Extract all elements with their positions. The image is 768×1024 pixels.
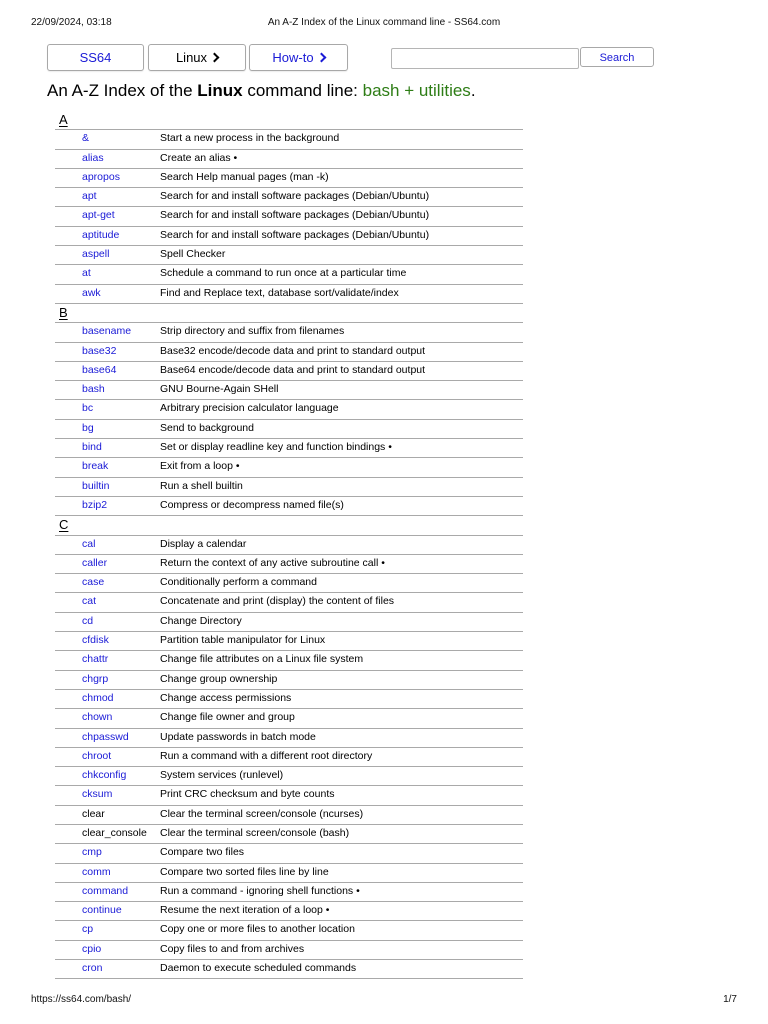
letter-heading-row [55, 304, 523, 323]
command-description: Strip directory and suffix from filenames [160, 325, 345, 338]
command-link[interactable]: chpasswd [82, 730, 129, 743]
command-description: Compare two files [160, 846, 245, 859]
command-row [55, 169, 523, 188]
command-row [55, 536, 523, 555]
print-header [31, 17, 737, 31]
command-link[interactable]: at [82, 267, 91, 280]
command-link[interactable]: chown [82, 711, 113, 724]
command-link[interactable]: break [82, 460, 109, 473]
command-row [55, 613, 523, 632]
command-row [55, 207, 523, 226]
letter-heading-row [55, 516, 523, 535]
command-link[interactable]: apropos [82, 170, 120, 183]
title-middle: command line: [242, 81, 363, 100]
nav-howto-button[interactable] [249, 44, 348, 71]
command-link[interactable]: bg [82, 421, 94, 434]
search-button[interactable]: Search [580, 47, 654, 67]
command-link[interactable]: cpio [82, 942, 102, 955]
command-description: Send to background [160, 421, 254, 434]
command-description: Copy files to and from archives [160, 942, 305, 955]
command-link[interactable]: alias [82, 151, 104, 164]
command-link[interactable]: cfdisk [82, 634, 109, 647]
command-description: Run a shell builtin [160, 479, 243, 492]
command-link[interactable]: chattr [82, 653, 109, 666]
page-title [47, 81, 476, 101]
command-link[interactable]: chkconfig [82, 769, 127, 782]
command-row [55, 420, 523, 439]
command-description: Change file attributes on a Linux file system [160, 653, 364, 666]
command-description: Clear the terminal screen/console (bash) [160, 826, 350, 839]
command-description: Create an alias • [160, 151, 238, 164]
command-description: Run a command - ignoring shell functions • [160, 884, 360, 897]
command-description: Change access permissions [160, 691, 292, 704]
command-description: Display a calendar [160, 537, 247, 550]
command-link[interactable]: & [82, 132, 90, 145]
command-row [55, 632, 523, 651]
command-row [55, 806, 523, 825]
command-description: Partition table manipulator for Linux [160, 634, 326, 647]
command-link[interactable]: base64 [82, 363, 117, 376]
command-row [55, 478, 523, 497]
command-description: Print CRC checksum and byte counts [160, 788, 335, 801]
command-row [55, 439, 523, 458]
command-description: Base32 encode/decode data and print to standard output [160, 344, 426, 357]
title-prefix: An A-Z Index of the [47, 81, 198, 100]
command-link[interactable]: command [82, 884, 129, 897]
command-row [55, 150, 523, 169]
command-row [55, 285, 523, 304]
command-link[interactable]: bind [82, 441, 102, 454]
command-description: Daemon to execute scheduled commands [160, 962, 357, 975]
command-row [55, 767, 523, 786]
command-name: clear [82, 807, 105, 820]
command-link[interactable]: cmp [82, 846, 102, 859]
command-description: GNU Bourne-Again SHell [160, 383, 279, 396]
command-link[interactable]: awk [82, 286, 101, 299]
command-row [55, 825, 523, 844]
command-row [55, 883, 523, 902]
command-description: Spell Checker [160, 248, 226, 261]
command-description: Search Help manual pages (man -k) [160, 170, 329, 183]
command-link[interactable]: builtin [82, 479, 110, 492]
command-link[interactable]: bzip2 [82, 498, 108, 511]
command-link[interactable]: chgrp [82, 672, 109, 685]
print-footer [31, 994, 737, 1008]
command-description: Compress or decompress named file(s) [160, 498, 344, 511]
command-description: Concatenate and print (display) the content of files [160, 595, 395, 608]
command-row [55, 786, 523, 805]
command-description: Copy one or more files to another location [160, 923, 355, 936]
command-row [55, 246, 523, 265]
command-row [55, 921, 523, 940]
command-row [55, 227, 523, 246]
command-row [55, 458, 523, 477]
command-link[interactable]: continue [82, 904, 122, 917]
command-row [55, 729, 523, 748]
title-highlight: bash + utilities [362, 81, 471, 100]
command-description: Compare two sorted files line by line [160, 865, 329, 878]
command-description: Change Directory [160, 614, 242, 627]
title-bold: Linux [197, 81, 243, 100]
print-page-number: 1/7 [723, 994, 737, 1005]
command-description: Return the context of any active subroutine call • [160, 556, 385, 569]
command-link[interactable]: bash [82, 383, 105, 396]
command-row [55, 844, 523, 863]
command-row [55, 400, 523, 419]
command-link[interactable]: chroot [82, 749, 112, 762]
command-link[interactable]: cp [82, 923, 94, 936]
command-link[interactable]: caller [82, 556, 108, 569]
nav-linux-label: Linux [175, 50, 208, 65]
command-description: Exit from a loop • [160, 460, 240, 473]
command-description: Change file owner and group [160, 711, 295, 724]
command-row [55, 555, 523, 574]
command-link[interactable]: aptitude [82, 228, 120, 241]
nav-linux-button[interactable] [148, 44, 246, 71]
command-row [55, 323, 523, 342]
command-row [55, 574, 523, 593]
command-link[interactable]: apt [82, 190, 97, 203]
command-description: Find and Replace text, database sort/validate/index [160, 286, 399, 299]
command-row [55, 265, 523, 284]
command-row [55, 671, 523, 690]
command-description: Arbitrary precision calculator language [160, 402, 339, 415]
command-row [55, 690, 523, 709]
chevron-right-icon [210, 53, 220, 63]
print-date: 22/09/2024, 03:18 [31, 17, 112, 28]
command-link[interactable]: cal [82, 537, 96, 550]
command-row [55, 381, 523, 400]
nav-howto-label: How-to [272, 50, 314, 65]
command-link[interactable]: aspell [82, 248, 110, 261]
command-link[interactable]: cksum [82, 788, 113, 801]
search-input[interactable] [391, 48, 579, 69]
command-description: Run a command with a different root directory [160, 749, 373, 762]
command-row [55, 960, 523, 979]
command-link[interactable]: chmod [82, 691, 114, 704]
command-link[interactable]: cat [82, 595, 97, 608]
command-description: Clear the terminal screen/console (ncurses) [160, 807, 364, 820]
command-description: Search for and install software packages (Debian/Ubuntu) [160, 190, 430, 203]
command-row [55, 362, 523, 381]
command-link[interactable]: cron [82, 962, 103, 975]
command-link[interactable]: comm [82, 865, 111, 878]
letter-heading-row [55, 111, 523, 130]
command-description: System services (runlevel) [160, 769, 284, 782]
command-row [55, 902, 523, 921]
command-description: Resume the next iteration of a loop • [160, 904, 330, 917]
command-description: Start a new process in the background [160, 132, 340, 145]
print-page-title: An A-Z Index of the Linux command line - SS64.com [267, 17, 501, 28]
command-description: Base64 encode/decode data and print to standard output [160, 363, 426, 376]
letter-heading: B [59, 304, 68, 320]
command-row [55, 651, 523, 670]
letter-heading: A [59, 112, 68, 127]
letter-heading: C [59, 517, 69, 533]
title-suffix: . [470, 81, 476, 100]
chevron-right-icon [316, 53, 326, 63]
command-description: Change group ownership [160, 672, 278, 685]
command-description: Schedule a command to run once at a particular time [160, 267, 407, 280]
command-description: Search for and install software packages (Debian/Ubuntu) [160, 209, 430, 222]
command-row [55, 748, 523, 767]
command-row [55, 709, 523, 728]
command-name: clear_console [82, 826, 147, 839]
command-row [55, 188, 523, 207]
command-link[interactable]: cd [82, 614, 94, 627]
command-row [55, 343, 523, 362]
command-row [55, 941, 523, 960]
command-description: Set or display readline key and function bindings • [160, 441, 392, 454]
command-row [55, 497, 523, 516]
command-link[interactable]: bc [82, 402, 94, 415]
command-description: Search for and install software packages (Debian/Ubuntu) [160, 228, 430, 241]
print-url: https://ss64.com/bash/ [31, 994, 132, 1005]
command-row [55, 130, 523, 149]
command-link[interactable]: apt-get [82, 209, 115, 222]
command-link[interactable]: case [82, 576, 105, 589]
command-description: Update passwords in batch mode [160, 730, 316, 743]
nav-ss64-button[interactable] [47, 44, 144, 71]
command-description: Conditionally perform a command [160, 576, 317, 589]
nav-ss64-label: SS64 [79, 50, 112, 65]
command-index-list [55, 111, 523, 979]
command-row [55, 864, 523, 883]
command-link[interactable]: base32 [82, 344, 117, 357]
command-link[interactable]: basename [82, 325, 132, 338]
command-row [55, 593, 523, 612]
